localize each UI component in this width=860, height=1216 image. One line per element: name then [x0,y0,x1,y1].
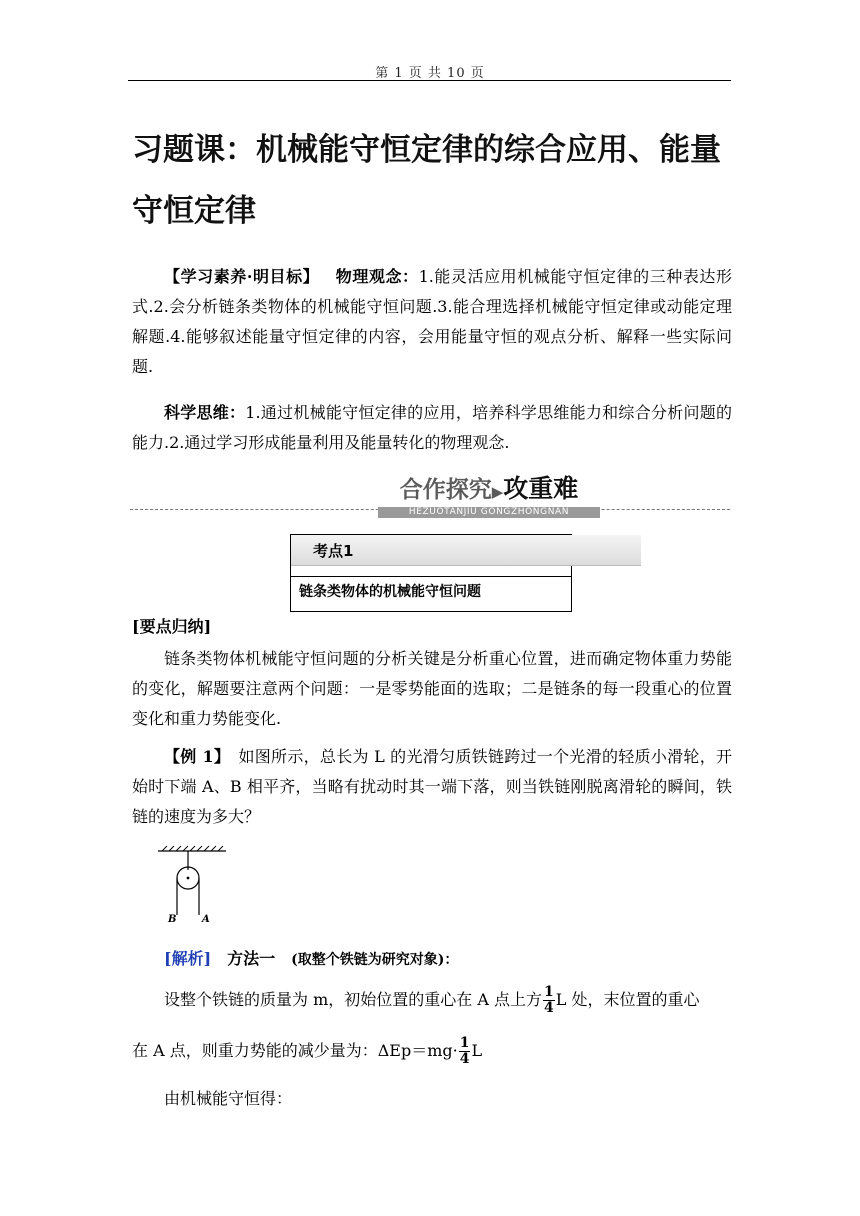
label-a: A [202,914,210,925]
solution-line-1: 设整个铁链的质量为 m，初始位置的重心在 A 点上方 $\frac{1}{4}$ L 处，末位置的重心 [164,984,700,1016]
summary-text: 链条类物体机械能守恒问题的分析关键是分析重心位置，进而确定物体重力势能的变化，解题要注意两个问题：一是零势能面的选取；二是链条的每一段重心的位置变化和重力势能变化. [132,649,732,728]
solution-method-note: (取整个铁链为研究对象)： [291,952,459,968]
example-paragraph [132,742,732,832]
solution-heading [132,946,458,969]
section-banner: 合作探究▶攻重难 HEZUOTANJIU GONGZHONGNAN [376,474,602,516]
pulley-diagram [150,840,240,930]
banner-main-left: 合作探究 [399,477,492,503]
key-point-tag: 考点1 [291,535,641,566]
science-text: 1.通过机械能守恒定律的应用，培养科学思维能力和综合分析问题的能力.2.通过学习形成能量利用及能量转化的物理观念. [132,403,732,452]
science-paragraph [132,398,732,458]
banner-main-right: 攻重难 [503,474,579,503]
example-text: 如图所示，总长为 L 的光滑匀质铁链跨过一个光滑的轻质小滑轮，开始时下端 A、B 相平齐，当略有扰动时其一端下落，则当铁链刚脱离滑轮的瞬间，铁链的速度为多大？ [132,747,732,826]
fraction-one-quarter-2: $\frac{1}{4}$ [459,1035,470,1067]
objectives-label: 【学习素养·明目标】 [164,267,320,286]
key-point-box [290,534,572,612]
physics-label: 物理观念： [335,267,419,286]
physics-text: 1.能灵活应用机械能守恒定律的三种表达形式.2.会分析链条类物体的机械能守恒问题.3.能合理选择机械能守恒定律或动能定理解题.4.能够叙述能量守恒定律的内容，会用能量守恒的观点分析、解释一些实际问题. [132,267,732,376]
solution-line-3: 由机械能守恒得： [164,1089,293,1108]
solution-method: 方法一 [227,949,276,968]
page-title: 习题课：机械能守恒定律的综合应用、能量 [132,132,721,168]
science-label: 科学思维： [164,403,246,422]
banner-sub: HEZUOTANJIU GONGZHONGNAN [378,507,600,518]
summary-label: [要点归纳] [132,617,212,636]
page-indicator: 第 1 页 共 10 页 [375,66,485,81]
key-point-title: 链条类物体的机械能守恒问题 [299,584,481,600]
pulley-figure [150,840,240,930]
page-title-cont: 守恒定律 [132,193,256,229]
solution-line-2: 在 A 点，则重力势能的减少量为：ΔEp＝mg· $\frac{1}{4}$ L [132,1035,483,1067]
objectives-paragraph [132,262,732,382]
header-rule [128,80,731,81]
fraction-one-quarter: $\frac{1}{4}$ [544,984,554,1016]
example-label: 【例 1】 [164,747,231,766]
solution-label: [解析] [164,949,212,968]
label-b: B [168,914,177,925]
